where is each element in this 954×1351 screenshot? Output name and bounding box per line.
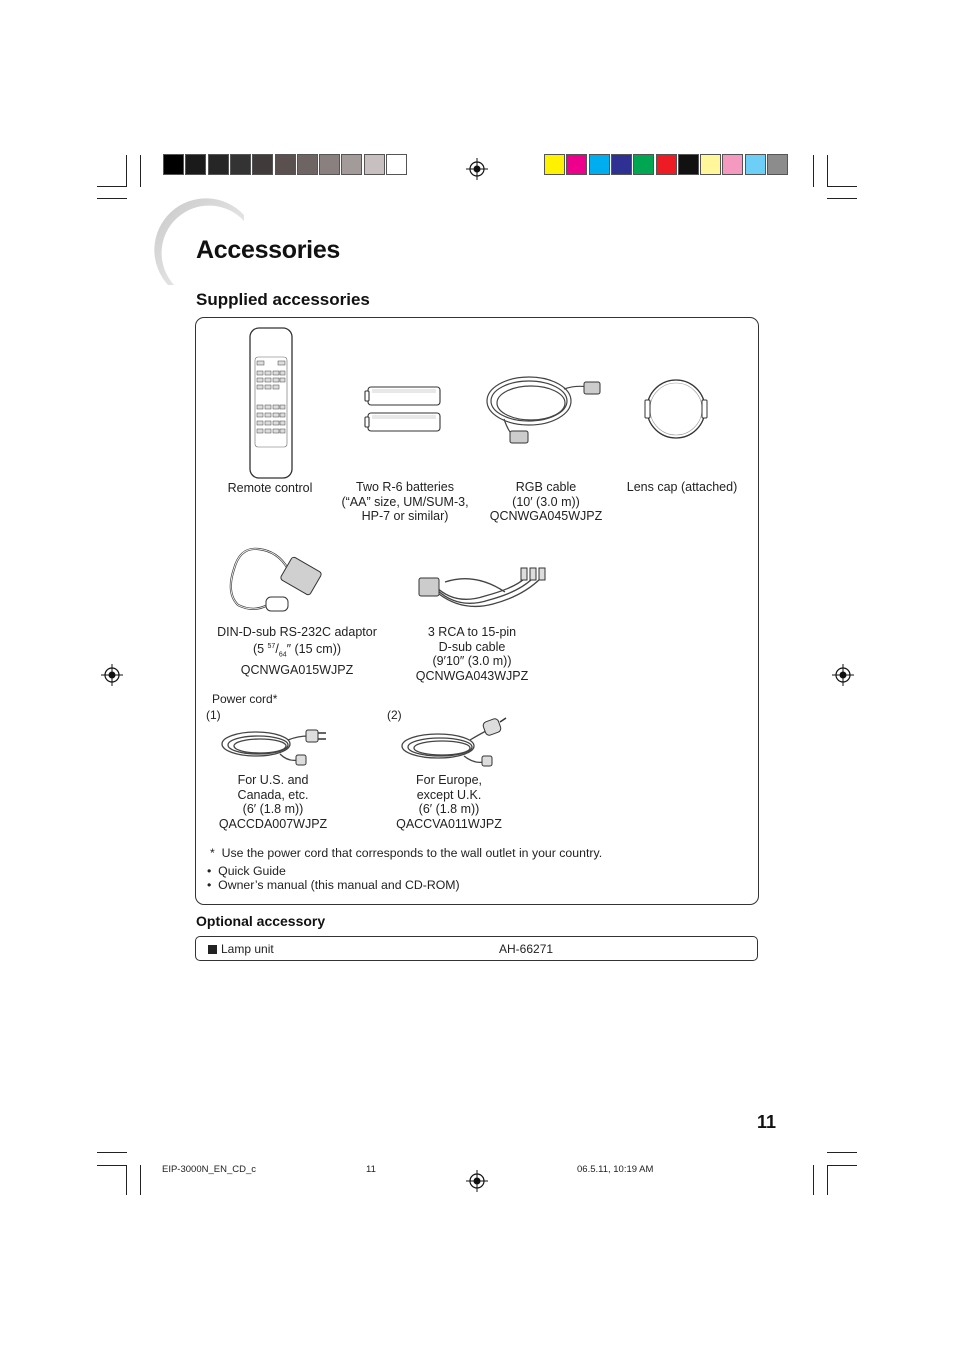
calibration-swatch — [544, 154, 565, 175]
bullet-owners-manual: • Owner’s manual (this manual and CD-ROM) — [207, 878, 460, 892]
registration-mark-right — [832, 664, 854, 686]
square-bullet-icon — [208, 945, 217, 954]
calibration-swatch — [611, 154, 632, 175]
optional-accessory-heading: Optional accessory — [196, 913, 326, 929]
adaptor-illustration — [228, 545, 328, 625]
power-cord-us-index: (1) — [206, 708, 221, 722]
registration-mark-top — [466, 158, 488, 180]
calibration-swatch — [297, 154, 318, 175]
power-cord-us-illustration — [218, 722, 330, 768]
power-cord-label: Power cord* — [212, 692, 278, 706]
lamp-unit-item — [208, 942, 274, 956]
calibration-swatch — [722, 154, 743, 175]
optional-accessory-panel — [195, 936, 758, 961]
adaptor-caption: DIN-D-sub RS-232C adaptor (5 $^{57}/_{64}''$ (15 cm)) QCNWGA015WJPZ — [217, 625, 377, 677]
calibration-swatch — [185, 154, 206, 175]
calibration-swatch — [589, 154, 610, 175]
power-cord-eu-caption: For Europe, except U.K. (6′ (1.8 m)) QACCVA011WJPZ — [396, 773, 502, 831]
rca-cable-illustration — [415, 566, 551, 612]
rgb-cable-illustration — [484, 365, 604, 447]
page-title: Accessories — [196, 236, 341, 264]
batteries-caption: Two R-6 batteries (“AA” size, UM/SUM-3, HP-7 or similar) — [341, 480, 469, 523]
lens-cap-caption: Lens cap (attached) — [626, 480, 738, 494]
calibration-swatch — [633, 154, 654, 175]
footer-file-name: EIP-3000N_EN_CD_c — [162, 1164, 256, 1175]
calibration-swatch — [386, 154, 407, 175]
bullet-quick-guide: • Quick Guide — [207, 864, 286, 878]
supplied-accessories-heading: Supplied accessories — [196, 290, 370, 309]
lens-cap-illustration — [645, 378, 707, 440]
remote-control-caption: Remote control — [227, 481, 313, 495]
bullet-icon: • — [207, 864, 219, 878]
calibration-swatch — [566, 154, 587, 175]
calibration-swatch — [319, 154, 340, 175]
power-cord-eu-index: (2) — [387, 708, 402, 722]
lamp-unit-code: AH-66271 — [499, 942, 554, 956]
power-cord-us-caption: For U.S. and Canada, etc. (6′ (1.8 m)) QACCDA007WJPZ — [218, 773, 328, 831]
calibration-swatch — [163, 154, 184, 175]
batteries-illustration — [364, 385, 444, 437]
power-cord-note: * Use the power cord that corresponds to the wall outlet in your country. — [210, 846, 603, 860]
calibration-swatch — [230, 154, 251, 175]
calibration-swatch — [341, 154, 362, 175]
calibration-swatch — [745, 154, 766, 175]
calibration-swatch — [275, 154, 296, 175]
page-number: 11 — [757, 1112, 777, 1132]
calibration-swatch — [252, 154, 273, 175]
power-cord-eu-illustration — [398, 716, 510, 772]
calibration-swatch — [656, 154, 677, 175]
footer-timestamp: 06.5.11, 10:19 AM — [577, 1164, 654, 1175]
registration-mark-left — [101, 664, 123, 686]
rgb-cable-caption: RGB cable (10′ (3.0 m)) QCNWGA045WJPZ — [489, 480, 603, 523]
registration-mark-bottom — [466, 1170, 488, 1192]
remote-control-illustration — [249, 327, 293, 479]
calibration-swatch — [767, 154, 788, 175]
bullet-icon: • — [207, 878, 219, 892]
calibration-swatch — [208, 154, 229, 175]
calibration-swatch — [364, 154, 385, 175]
calibration-swatch — [700, 154, 721, 175]
rca-cable-caption: 3 RCA to 15-pin D-sub cable (9′10″ (3.0 m)) QCNWGA043WJPZ — [415, 625, 529, 683]
lamp-unit-label: Lamp unit — [221, 942, 274, 956]
calibration-swatch — [678, 154, 699, 175]
footer-page: 11 — [366, 1164, 376, 1175]
